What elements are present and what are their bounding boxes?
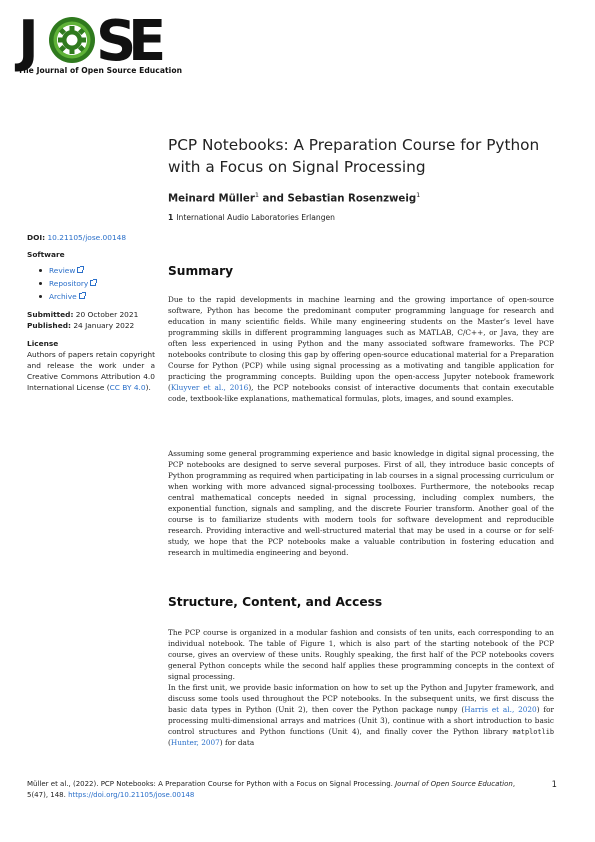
published-label: Published: xyxy=(27,320,71,330)
software-item-repository[interactable] xyxy=(39,277,155,290)
structure-heading: Structure, Content, and Access xyxy=(168,595,383,609)
text-run: ), the PCP notebooks consist of interactive documents that contain executable code, textbook-like explanations, mathematical formulas, plots, images, and sound examples. xyxy=(168,382,554,403)
code-matplotlib: matplotlib xyxy=(512,727,554,736)
footer-citation-line-1 xyxy=(27,779,557,790)
software-list xyxy=(39,264,155,304)
repository-link[interactable]: Repository xyxy=(49,279,89,288)
summary-paragraph-2: Assuming some general programming experience and basic knowledge in digital signal processing, the PCP notebooks are designed to serve several purposes. First of all, they introduce basic concepts of Python programming as required when participating in lab courses in a signal processing curriculum or when working with more advanced signal-processing toolboxes. Furthermore, the notebooks recap central mathematical concepts needed in signal processing, including complex numbers, the exponential function, signals and sampling, and the discrete Fourier transform. Another goal of the course is to familiarize students with modern tools for software development and reproducible research. Providing interactive and well-structured material that may be used in a course or for self-study, we hope that the PCP notebooks make a valuable contribution in fostering education and research in multimedia engineering and beyond. xyxy=(168,449,554,557)
author-affil-mark: 1 xyxy=(254,191,259,199)
author-name: Meinard Müller xyxy=(168,193,255,205)
doi-row xyxy=(27,233,155,244)
affiliation xyxy=(168,213,335,222)
paper-title: PCP Notebooks: A Preparation Course for Python with a Focus on Signal Processing xyxy=(168,136,540,176)
software-item-review[interactable] xyxy=(39,264,155,277)
gear-ring-icon xyxy=(49,17,95,63)
author-separator: and xyxy=(262,193,284,205)
external-link-icon xyxy=(77,267,83,273)
summary-heading: Summary xyxy=(168,264,234,278)
text-run: for data xyxy=(222,737,255,747)
logo-letter-j: J xyxy=(18,9,39,74)
page-footer xyxy=(27,779,557,800)
footer-separator: , xyxy=(512,780,516,788)
author-affil-mark: 1 xyxy=(416,191,421,199)
logo-subtitle: The Journal of Open Source Education xyxy=(18,66,183,75)
footer-citation: Müller et al., (2022). PCP Notebooks: A Preparation Course for Python with a Focus on Signal Processing. xyxy=(27,780,393,788)
author-name: Sebastian Rosenzweig xyxy=(287,193,417,205)
sidebar-metadata xyxy=(27,233,155,393)
footer-citation-line-2 xyxy=(27,790,557,801)
logo-letter-s: S xyxy=(96,9,137,74)
archive-link[interactable]: Archive xyxy=(49,292,77,302)
submitted-date: 20 October 2021 xyxy=(75,309,139,319)
published-date: 24 January 2022 xyxy=(73,320,135,330)
code-numpy: numpy xyxy=(436,705,458,714)
citation-link[interactable]: Kluyver et al., 2016 xyxy=(170,382,249,392)
cc-by-link[interactable]: CC BY 4.0 xyxy=(109,382,146,392)
license-text xyxy=(27,350,155,393)
summary-paragraph-1 xyxy=(168,295,554,405)
doi-label: DOI: xyxy=(27,233,46,242)
text-run: for processing multi-dimensional arrays and matrices (Unit 3), continue with a short introduction to basic control structures and Python functions (Unit 4), and finally cover the Python library xyxy=(168,704,554,736)
license-label: License xyxy=(27,339,59,349)
text-run: In the first unit, we provide basic information on how to set up the Python and Jupyter framework, and discuss some tools used throughout the PCP notebooks. In the subsequent units, we first discuss the basic data types in Python (Unit 2), then cover the Python package xyxy=(168,683,554,714)
affiliation-name: International Audio Laboratories Erlangen xyxy=(176,213,335,222)
journal-logo xyxy=(18,9,183,75)
citation-link[interactable]: Hunter, 2007 xyxy=(170,737,220,747)
license-text-part: ). xyxy=(145,382,151,392)
logo-letter-e: E xyxy=(128,9,167,74)
external-link-icon xyxy=(79,293,85,299)
citation-link[interactable]: Harris et al., 2020 xyxy=(464,704,537,714)
doi-link[interactable]: 10.21105/jose.00148 xyxy=(47,233,127,242)
author-list xyxy=(168,191,420,204)
license-text-part: Authors of papers retain copyright and release the work under a Creative Commons Attribution 4.0 International License ( xyxy=(27,350,155,392)
footer-volume: 5(47), 148. xyxy=(27,790,66,799)
footer-journal: Journal of Open Source Education xyxy=(395,780,513,788)
external-link-icon xyxy=(90,280,96,286)
structure-paragraph-2: In the first unit, we provide basic information on how to set up the Python and Jupyter framework, and discuss some tools used throughout the PCP notebooks. In the subsequent units, we first discuss the basic data types in Python (Unit 2), then cover the Python package numpy (Harris et al., 2020) for processing multi-dimensional arrays and matrices (Unit 3), continue with a short introduction to basic control structures and Python functions (Unit 4), and finally cover the Python library matplotlib (Hunter, 2007) for data xyxy=(168,683,554,747)
footer-doi-link[interactable]: https://doi.org/10.21105/jose.00148 xyxy=(68,790,195,799)
affiliation-number: 1 xyxy=(168,213,174,222)
page-number: 1 xyxy=(551,779,557,789)
structure-paragraph-1: The PCP course is organized in a modular fashion and consists of ten units, each corresponding to an individual notebook. The table of Figure 1, which is also part of the starting notebook of the PCP course, gives an overview of these units. Roughly speaking, the first half of the PCP notebooks covers general Python concepts while the second half applies these programming concepts in the context of signal processing. xyxy=(168,628,554,681)
submitted-label: Submitted: xyxy=(27,309,74,319)
dates xyxy=(27,310,155,332)
review-link[interactable]: Review xyxy=(49,265,76,275)
text-run: Due to the rapid developments in machine learning and the growing importance of open-source software, Python has become the predominant computer programming language for research and education in many scientific fields. While many engineering students on the Master’s level have programming skills in different programming languages such as MATLAB, C/C++, or Java, they are often less experienced in using Python and the many associated software frameworks. The PCP notebooks contribute to closing this gap by offering open-source educational material for a Preparation Course for Python (PCP) while using signal processing as a motivating and tangible application for practicing the programming concepts. Building upon the open-access Jupyter notebook framework ( xyxy=(168,295,554,392)
software-label: Software xyxy=(27,249,65,259)
software-item-archive[interactable] xyxy=(39,290,155,303)
